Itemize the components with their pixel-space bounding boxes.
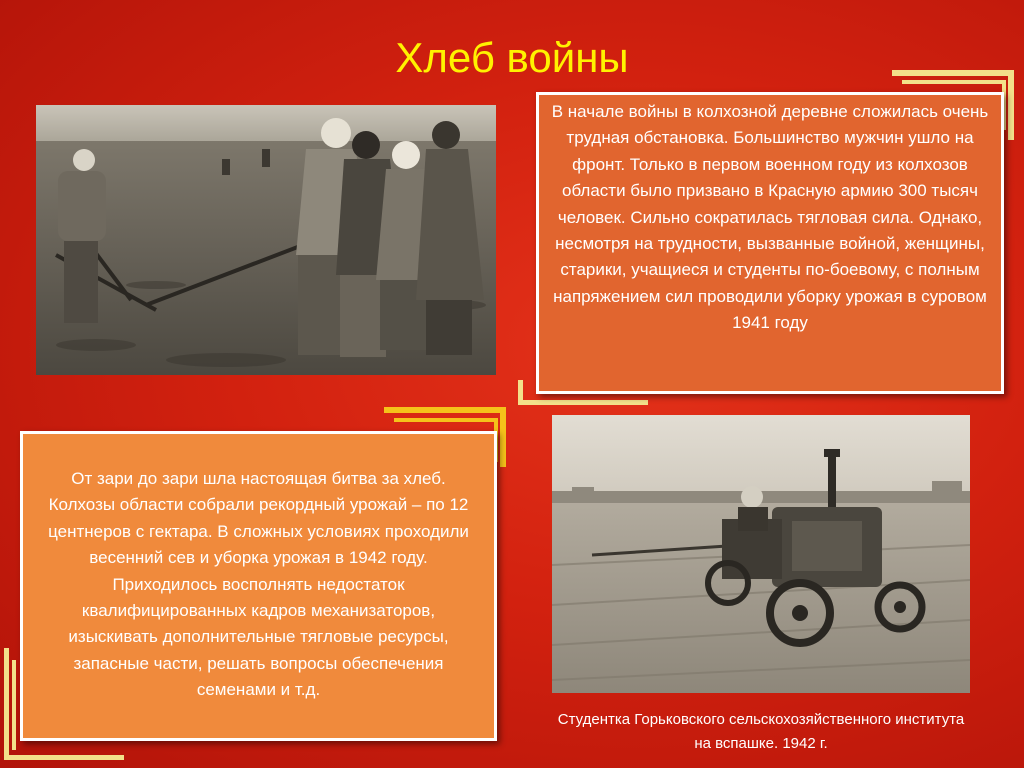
decor-bracket-low-vertical: [518, 380, 523, 405]
tractor-photo-caption: Студентка Горьковского сельскохозяйственного института на вспашке. 1942 г.: [557, 711, 965, 752]
decor-bracket-mid-vertical: [500, 407, 506, 467]
slide-title: Хлеб войны: [395, 34, 629, 81]
decor-bracket-bottom-left-horizontal: [4, 755, 124, 760]
student-on-tractor-photo: [552, 415, 970, 693]
decor-bracket-bottom-left-inner-vertical: [12, 660, 16, 750]
left-text-box: [20, 431, 497, 741]
decor-bracket-mid-inner-horizontal: [394, 418, 498, 422]
decor-bracket-bottom-left-vertical: [4, 648, 9, 760]
left-text: От зари до зари шла настоящая битва за хлеб. Колхозы области собрали рекордный урожай – по 12 центнеров с гектара. В сложных условиях проходили весенний сев и уборка урожая в 1942 году. Приходилось восполнять недостаток квалифицированных кадров механизаторов, изыскивать дополнительные тягловые ресурсы, запасные части, решать вопросы обеспечения семенами и т.д.: [48, 469, 469, 700]
women-pulling-plough-photo: [36, 105, 496, 375]
decor-bracket-low-horizontal: [518, 400, 648, 405]
top-text: В начале войны в колхозной деревне сложилась очень трудная обстановка. Большинство мужчин ушло на фронт. Только в первом военном году из колхозов области было призвано в Красную армию 300 тысяч человек. Сильно сократилась тягловая сила. Однако, несмотря на трудности, вызванные войной, женщины, старики, учащиеся и студенты по-боевому, с полным напряжением сил проводили уборку урожая в суровом 1941 году: [551, 102, 989, 333]
top-text-box: [536, 92, 1004, 394]
decor-bracket-mid-horizontal: [384, 407, 506, 413]
